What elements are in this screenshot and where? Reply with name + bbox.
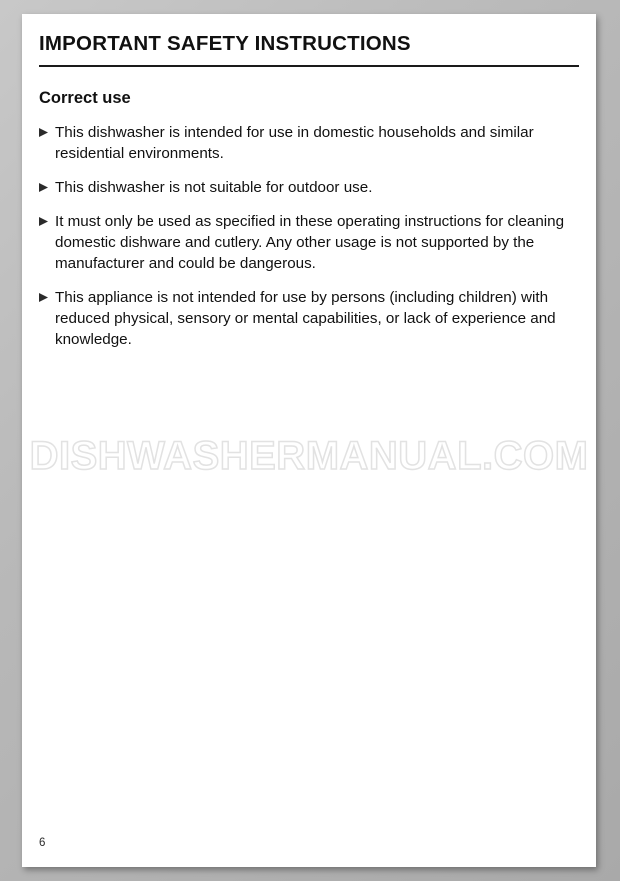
list-item-text: This dishwasher is intended for use in domestic households and similar residential environments.: [55, 124, 534, 162]
triangle-right-icon: [39, 287, 55, 302]
document-page: [22, 14, 596, 867]
triangle-right-icon: [39, 122, 55, 137]
page-title: IMPORTANT SAFETY INSTRUCTIONS: [39, 32, 411, 55]
list-item-text: This appliance is not intended for use by persons (including children) with reduced physical, sensory or mental capabilities, or lack of experience and knowledge.: [55, 289, 556, 348]
list-item: [39, 122, 579, 164]
watermark: DISHWASHERMANUAL.COM: [29, 434, 589, 478]
section-heading: Correct use: [39, 89, 131, 107]
list-item: [39, 287, 579, 350]
page-number: 6: [39, 837, 46, 849]
triangle-right-icon: [39, 211, 55, 226]
triangle-right-icon: [39, 177, 55, 192]
title-divider: [39, 65, 579, 67]
list-item-text: This dishwasher is not suitable for outdoor use.: [55, 179, 373, 196]
list-item: [39, 211, 579, 274]
list-item-text: It must only be used as specified in these operating instructions for cleaning domestic dishware and cutlery. Any other usage is not supported by the manufacturer and could be dangerous.: [55, 213, 565, 272]
page-content: [39, 32, 579, 832]
list-item: [39, 177, 579, 198]
